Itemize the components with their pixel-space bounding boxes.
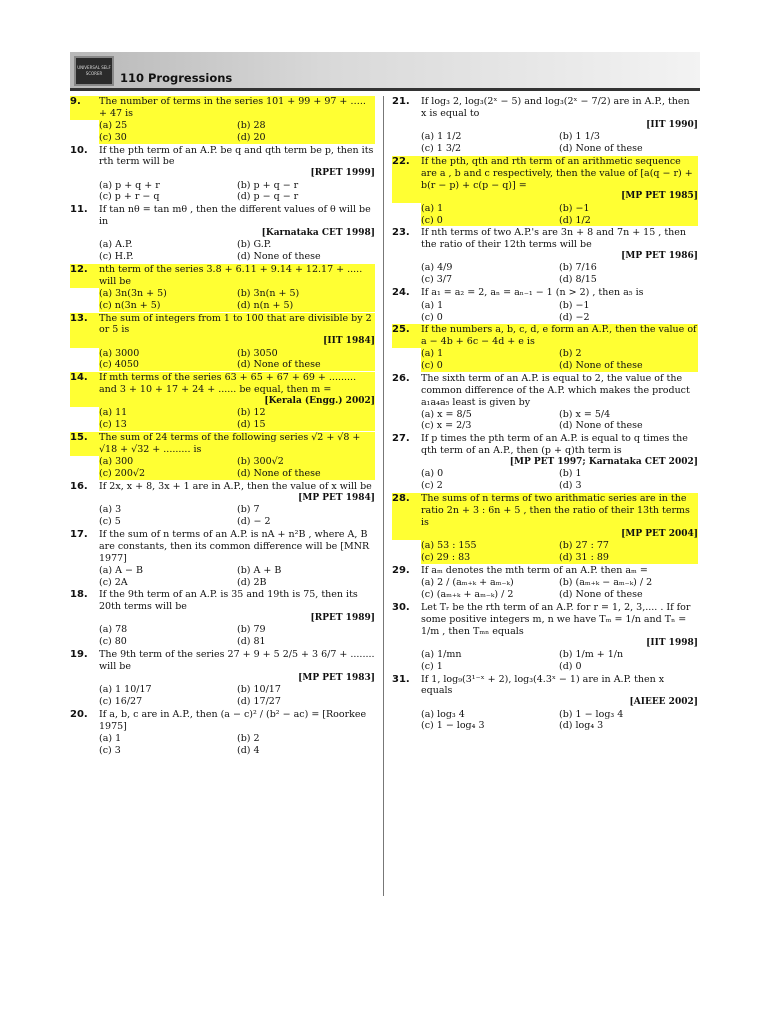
answer-option: (c) 1 3/2 xyxy=(421,142,462,154)
answer-option: (b) −1 xyxy=(559,299,590,311)
answer-option: (c) (aₘ₊ₖ + aₘ₋ₖ) / 2 xyxy=(421,589,514,600)
question-stem xyxy=(70,145,375,169)
answer-option: (b) 300√2 xyxy=(237,456,375,468)
answer-option: (a) 1 10/17 xyxy=(99,684,152,696)
answer-option: (b) 79 xyxy=(237,624,266,636)
answer-options xyxy=(392,709,698,733)
answer-option: (a) 1 xyxy=(99,732,122,744)
question-source: [AIEEE 2002] xyxy=(629,697,698,708)
answer-option: (c) 1 xyxy=(421,660,443,672)
answer-option: (c) 80 xyxy=(99,636,127,648)
answer-option: (d) − 2 xyxy=(237,516,271,528)
question-source: [IIT 1998] xyxy=(646,637,698,648)
answer-options xyxy=(392,203,698,227)
question-text: If nth terms of two A.P.'s are 3n + 8 and 7n + 15 , then the ratio of their 12th terms will be xyxy=(421,227,687,251)
answer-option: (c) p + r − q xyxy=(99,191,160,203)
answer-options xyxy=(70,180,375,204)
answer-option: (c) 4050 xyxy=(99,359,237,371)
question-number: 27. xyxy=(392,433,410,445)
question-text: If 1, log₉(3¹⁻ˣ + 2), log₃(4.3ˣ − 1) are in A.P. then x equals xyxy=(421,673,665,697)
answer-option: (c) 16/27 xyxy=(99,696,143,707)
question-text: If a, b, c are in A.P., then (a − c)² / (b² − ac) = [Roorkee 1975] xyxy=(99,708,367,732)
answer-option: (c) 3 xyxy=(99,744,121,756)
answer-options xyxy=(70,624,375,648)
question-source: [MP PET 1985] xyxy=(392,191,698,202)
question-stem xyxy=(392,324,698,348)
question xyxy=(70,432,375,480)
answer-options xyxy=(392,540,698,564)
left-column xyxy=(70,96,375,757)
question-source: [MP PET 1997; Karnataka CET 2002] xyxy=(509,457,698,467)
question-stem xyxy=(392,96,698,120)
question-stem xyxy=(392,227,698,251)
answer-option: (c) 2A xyxy=(99,576,128,588)
answer-option: (b) A + B xyxy=(237,564,282,576)
answer-options xyxy=(392,131,698,155)
question-number: 11. xyxy=(70,204,88,216)
answer-option: (c) x = 2/3 xyxy=(421,420,472,432)
question-text: If aₘ denotes the mth term of an A.P. then aₘ = xyxy=(421,564,648,576)
answer-option: (d) None of these xyxy=(237,468,375,480)
answer-option: (a) 2 / (aₘ₊ₖ + aₘ₋ₖ) xyxy=(421,577,514,589)
answer-option: (c) 5 xyxy=(99,516,121,528)
question-number: 12. xyxy=(70,264,88,275)
question-text: The number of terms in the series 101 + 99 + 97 + ….. + 47 is xyxy=(99,96,366,119)
question-stem xyxy=(392,493,698,529)
answer-option: (d) 15 xyxy=(237,419,375,431)
question xyxy=(392,373,698,432)
question-stem xyxy=(70,709,375,733)
question-number: 16. xyxy=(70,480,88,492)
answer-option: (b) 1 xyxy=(559,468,582,480)
question-stem xyxy=(392,433,698,457)
answer-options xyxy=(70,565,375,589)
answer-options xyxy=(70,733,375,757)
answer-option: (a) 3000 xyxy=(99,348,237,360)
question-number: 25. xyxy=(392,324,410,336)
answer-option: (b) 1 − log₃ 4 xyxy=(559,708,624,720)
answer-option: (b) p + q − r xyxy=(237,179,299,191)
question xyxy=(70,204,375,263)
question xyxy=(70,481,375,529)
question-text: If the 9th term of an A.P. is 35 and 19th is 75, then its 20th terms will be xyxy=(99,589,358,613)
question-source: [MP PET 1984] xyxy=(298,493,375,503)
answer-option: (c) 30 xyxy=(99,132,237,144)
answer-option: (b) −1 xyxy=(559,203,698,215)
answer-option: (a) p + q + r xyxy=(99,179,160,191)
question-text: The sums of n terms of two arithmatic series are in the ratio 2n + 3 : 6n + 5 , then the ratio of their 13th terms is xyxy=(421,493,690,528)
answer-option: (a) 4/9 xyxy=(421,262,453,274)
answer-option: (a) 3n(3n + 5) xyxy=(99,288,237,300)
answer-option: (c) H.P. xyxy=(99,251,134,263)
answer-option: (a) A.P. xyxy=(99,239,133,251)
question xyxy=(392,156,698,227)
answer-options xyxy=(70,288,375,312)
answer-option: (d) None of these xyxy=(237,251,321,263)
answer-option: (a) 25 xyxy=(99,120,237,132)
question-number: 23. xyxy=(392,227,410,239)
question-text: If 2x, x + 8, 3x + 1 are in A.P., then the value of x will be xyxy=(99,480,372,492)
answer-option: (c) 13 xyxy=(99,419,237,431)
question-text: nth term of the series 3.8 + 6.11 + 9.14 + 12.17 + ..... will be xyxy=(99,264,363,287)
question-source: [MP PET 1986] xyxy=(621,251,698,262)
question xyxy=(392,674,698,733)
answer-option: (a) 1 xyxy=(421,299,444,311)
answer-option: (d) None of these xyxy=(559,142,643,154)
question-stem xyxy=(70,529,375,565)
answer-option: (c) n(3n + 5) xyxy=(99,300,237,312)
question-number: 20. xyxy=(70,708,88,720)
question-text: If the pth, qth and rth term of an arithmetic sequence are a , b and c respectively, then the value of [a(q − r) + b(r − p) + c(p − q)] = xyxy=(421,155,693,191)
question-text: The sum of 24 terms of the following series √2 + √8 + √18 + √32 + ......... is xyxy=(99,432,361,455)
answer-option: (b) 2 xyxy=(237,732,260,744)
answer-option: (a) 0 xyxy=(421,468,444,480)
question-number: 14. xyxy=(70,372,88,384)
answer-option: (d) 31 : 89 xyxy=(559,552,698,564)
question-number: 22. xyxy=(392,155,410,167)
question-stem xyxy=(392,565,698,578)
answer-option: (b) 7 xyxy=(237,504,260,516)
answer-option: (d) 81 xyxy=(237,636,266,648)
answer-option: (a) 1 xyxy=(421,203,559,215)
question-stem xyxy=(392,373,698,409)
question-stem xyxy=(70,649,375,673)
question-text: If p times the pth term of an A.P. is equal to q times the qth term of an A.P., then (p + q)th term is xyxy=(421,433,688,457)
question-source: [IIT 1990] xyxy=(646,119,698,130)
question-number: 29. xyxy=(392,564,410,576)
answer-options xyxy=(392,649,698,673)
answer-option: (a) 53 : 155 xyxy=(421,540,559,552)
question-number: 30. xyxy=(392,601,410,613)
answer-option: (d) −2 xyxy=(559,311,590,323)
question-number: 13. xyxy=(70,312,88,324)
question-number: 18. xyxy=(70,589,88,601)
answer-option: (a) 1 1/2 xyxy=(421,131,462,142)
answer-options xyxy=(392,262,698,286)
answer-option: (d) 1/2 xyxy=(559,215,698,227)
question-text: If mth terms of the series 63 + 65 + 67 + 69 + ......... and 3 + 10 + 17 + 24 + ...... be equal, then m = xyxy=(99,372,357,396)
answer-option: (d) 20 xyxy=(237,132,375,144)
question xyxy=(392,287,698,323)
question xyxy=(392,227,698,286)
question-source: [MP PET 2004] xyxy=(392,529,698,540)
answer-options xyxy=(392,468,698,492)
answer-options xyxy=(70,348,375,372)
question-number: 9. xyxy=(70,96,81,107)
publisher-logo: UNIVERSAL SELF SCORER xyxy=(74,56,114,86)
question-stem xyxy=(392,287,698,300)
answer-option: (d) None of these xyxy=(237,359,375,371)
question xyxy=(70,529,375,588)
question-text: If the sum of n terms of an A.P. is nA + n²B , where A, B are constants, then its common difference will be [MNR 1977] xyxy=(99,529,370,564)
answer-option: (c) 0 xyxy=(421,360,559,372)
answer-option: (d) 4 xyxy=(237,744,260,756)
answer-option: (b) 3050 xyxy=(237,348,375,360)
answer-options xyxy=(70,504,375,528)
question-stem xyxy=(392,156,698,192)
answer-option: (c) 0 xyxy=(421,311,443,323)
answer-option: (d) 2B xyxy=(237,576,267,588)
answer-option: (a) 1/mn xyxy=(421,648,462,660)
answer-option: (c) 0 xyxy=(421,215,559,227)
question-text: If tan nθ = tan mθ , then the different values of θ will be in xyxy=(99,204,371,228)
answer-option: (a) 300 xyxy=(99,456,237,468)
question-number: 21. xyxy=(392,96,410,107)
answer-option: (c) 1 − log₄ 3 xyxy=(421,720,485,732)
answer-option: (b) 12 xyxy=(237,407,375,419)
answer-option: (d) n(n + 5) xyxy=(237,300,375,312)
question-number: 28. xyxy=(392,493,410,504)
answer-option: (a) A − B xyxy=(99,564,143,576)
question-stem xyxy=(392,674,698,698)
question xyxy=(70,313,375,372)
question xyxy=(70,145,375,204)
answer-option: (b) 27 : 77 xyxy=(559,540,698,552)
question-source: [RPET 1989] xyxy=(310,613,375,624)
answer-option: (d) None of these xyxy=(559,420,643,432)
question-number: 10. xyxy=(70,144,88,156)
answer-option: (d) p − q − r xyxy=(237,191,299,203)
answer-option: (c) 29 : 83 xyxy=(421,552,559,564)
question-text: If log₃ 2, log₃(2ˣ − 5) and log₃(2ˣ − 7/2) are in A.P., then x is equal to xyxy=(421,96,690,119)
answer-option: (a) 78 xyxy=(99,624,128,636)
page-header xyxy=(70,52,700,92)
answer-options xyxy=(70,684,375,708)
question xyxy=(392,493,698,564)
right-column xyxy=(392,96,698,733)
answer-options xyxy=(392,409,698,433)
question-text: The 9th term of the series 27 + 9 + 5 2/5 + 3 6/7 + ........ will be xyxy=(99,649,375,672)
answer-option: (d) 8/15 xyxy=(559,274,597,286)
answer-options xyxy=(70,239,375,263)
question-stem xyxy=(70,96,375,120)
question xyxy=(392,565,698,601)
answer-option: (a) 1 xyxy=(421,348,559,360)
question-source: [RPET 1999] xyxy=(310,168,375,179)
question-stem xyxy=(70,372,375,396)
answer-option: (b) (aₘ₊ₖ − aₘ₋ₖ) / 2 xyxy=(559,577,653,589)
question-text: If a₁ = a₂ = 2, aₙ = aₙ₋₁ − 1 (n > 2) , then a₅ is xyxy=(421,287,644,299)
question-stem xyxy=(70,432,375,456)
question-text: Let Tᵣ be the rth term of an A.P. for r = 1, 2, 3,.... . If for some positive integers m, n we have Tₘ = 1/n and Tₙ = 1/m , then Tₘₙ equals xyxy=(421,601,691,637)
question-text: If the pth term of an A.P. be q and qth term be p, then its rth term will be xyxy=(99,144,374,168)
answer-option: (c) 200√2 xyxy=(99,468,237,480)
question-number: 31. xyxy=(392,673,410,685)
answer-option: (b) 1/m + 1/n xyxy=(559,648,624,660)
answer-option: (b) 1 1/3 xyxy=(559,131,600,142)
question-stem xyxy=(70,589,375,613)
answer-options xyxy=(392,348,698,372)
answer-option: (d) 17/27 xyxy=(237,696,281,707)
question-source: [MP PET 1983] xyxy=(298,672,375,683)
question xyxy=(70,96,375,144)
header-rule xyxy=(70,88,700,91)
question-text: If the numbers a, b, c, d, e form an A.P., then the value of a − 4b + 6c − 4d + e is xyxy=(421,324,697,348)
answer-option: (c) 3/7 xyxy=(421,274,453,286)
answer-option: (b) 2 xyxy=(559,348,698,360)
question xyxy=(392,433,698,492)
answer-options xyxy=(70,456,375,480)
answer-option: (d) None of these xyxy=(559,589,643,600)
answer-options xyxy=(392,300,698,324)
answer-option: (c) 2 xyxy=(421,480,443,492)
column-divider xyxy=(383,96,384,896)
answer-option: (b) 7/16 xyxy=(559,262,597,274)
question-number: 24. xyxy=(392,287,410,299)
answer-option: (d) 0 xyxy=(559,660,582,672)
question-number: 19. xyxy=(70,649,88,661)
answer-options xyxy=(70,120,375,144)
question xyxy=(392,96,698,155)
question xyxy=(70,649,375,708)
question xyxy=(392,324,698,372)
question-number: 15. xyxy=(70,432,88,443)
question-source: [Karnataka CET 1998] xyxy=(261,228,375,238)
question-number: 26. xyxy=(392,372,410,384)
question-source: [IIT 1984] xyxy=(70,336,375,347)
answer-option: (a) 11 xyxy=(99,407,237,419)
answer-option: (a) log₃ 4 xyxy=(421,708,465,720)
answer-option: (a) 3 xyxy=(99,504,122,516)
question-number: 17. xyxy=(70,529,88,540)
question-text: The sum of integers from 1 to 100 that are divisible by 2 or 5 is xyxy=(99,312,372,336)
question-stem xyxy=(70,481,375,494)
answer-options xyxy=(70,407,375,431)
question xyxy=(70,709,375,757)
answer-option: (b) x = 5/4 xyxy=(559,408,611,420)
question xyxy=(70,589,375,648)
answer-option: (b) G.P. xyxy=(237,239,272,251)
question-stem xyxy=(70,313,375,337)
question-source: [Kerala (Engg.) 2002] xyxy=(70,396,375,407)
answer-option: (d) None of these xyxy=(559,360,698,372)
question-stem xyxy=(70,264,375,288)
question xyxy=(70,264,375,312)
question-stem xyxy=(70,204,375,228)
answer-option: (d) 3 xyxy=(559,480,582,492)
answer-option: (a) x = 8/5 xyxy=(421,408,472,420)
page-title: 110 Progressions xyxy=(120,71,233,85)
question xyxy=(70,372,375,431)
answer-option: (b) 3n(n + 5) xyxy=(237,288,375,300)
answer-option: (b) 10/17 xyxy=(237,684,281,696)
answer-option: (b) 28 xyxy=(237,120,375,132)
question-text: The sixth term of an A.P. is equal to 2, the value of the common difference of the A.P. which makes the product a₁a₄a₅ least is given by xyxy=(421,372,690,408)
question xyxy=(392,602,698,673)
answer-option: (d) log₄ 3 xyxy=(559,720,604,732)
question-stem xyxy=(392,602,698,638)
answer-options xyxy=(392,577,698,601)
